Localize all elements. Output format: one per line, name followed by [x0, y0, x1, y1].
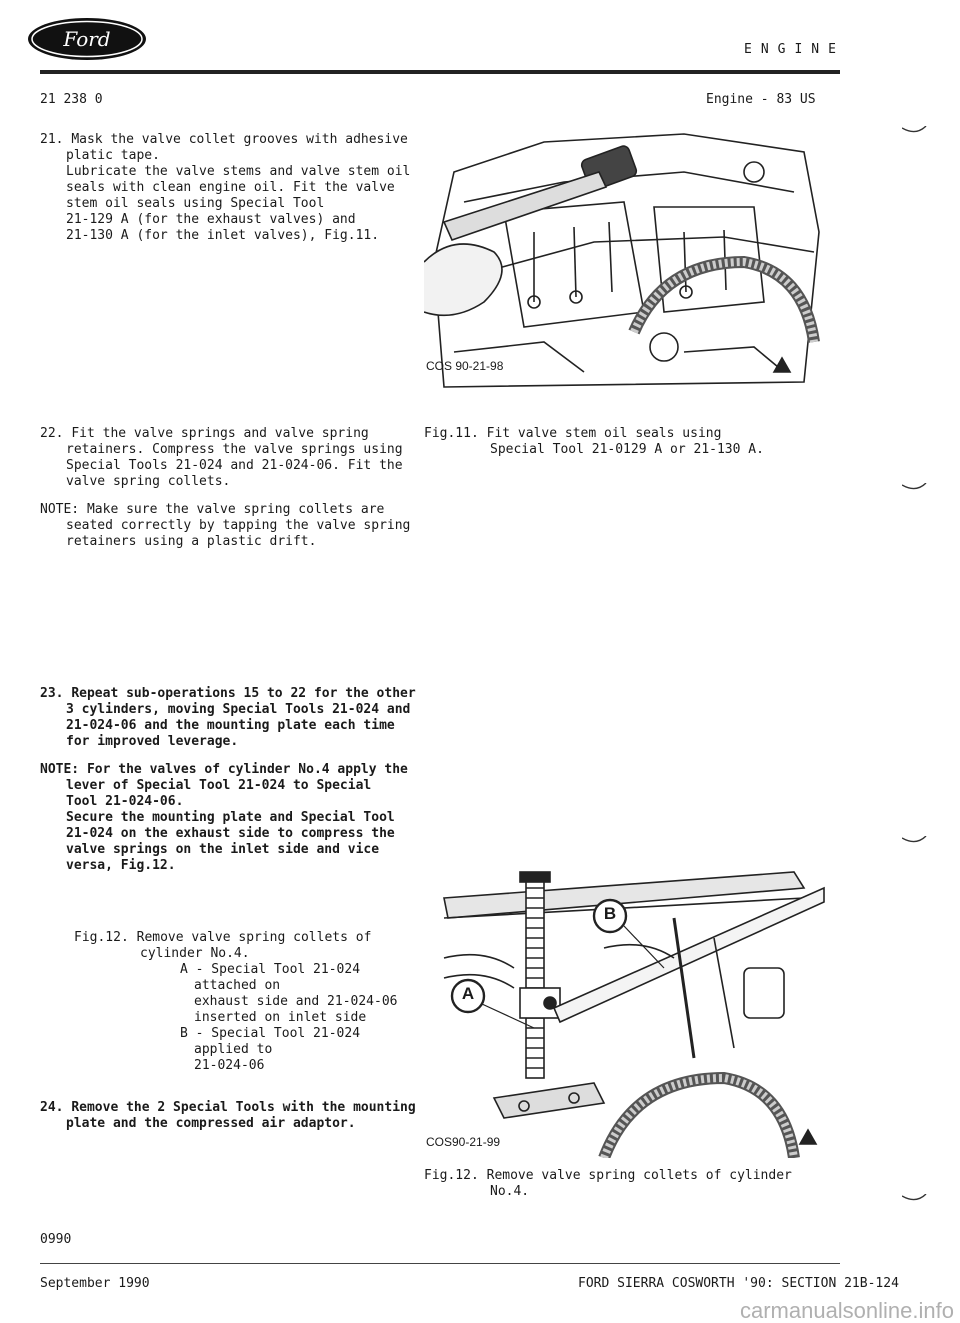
footer-title: FORD SIERRA COSWORTH '90: SECTION 21B-124 — [578, 1276, 899, 1291]
step-number: 21. — [40, 132, 64, 147]
step-21: 21. Mask the valve collet grooves with adhesive platic tape. Lubricate the valve stems and valve stem oil seals with clean engine oil. Fit the valve stem oil seals using Special Tool 21-129 A (for the exhaust valves) and 21-130 A (for the inlet valves), Fig.11. — [40, 132, 411, 243]
footer-rule — [40, 1263, 840, 1264]
section-title: ENGINE — [744, 42, 845, 57]
fig12-caption: Fig.12. Remove valve spring collets of cylinder No.4. — [424, 1168, 792, 1199]
fig11-ref: COS 90-21-98 — [426, 359, 504, 373]
margin-mark — [902, 836, 928, 846]
step-number: 24. — [40, 1100, 64, 1115]
step-number: 23. — [40, 686, 64, 701]
fig11-illustration — [424, 112, 824, 402]
logo-text: Ford — [63, 27, 111, 51]
footer-date: September 1990 — [40, 1276, 150, 1291]
step-24: 24. Remove the 2 Special Tools with the mounting plate and the compressed air adaptor. — [40, 1100, 416, 1131]
margin-mark — [902, 1194, 928, 1204]
fig11-caption: Fig.11. Fit valve stem oil seals using Special Tool 21-0129 A or 21-130 A. — [424, 426, 764, 457]
note-23: NOTE: For the valves of cylinder No.4 apply the — [40, 762, 408, 777]
engine-code: Engine - 83 US — [706, 92, 816, 107]
callout-a: A — [461, 984, 475, 1003]
step-number: 22. — [40, 426, 64, 441]
fig12-illustration — [424, 858, 830, 1158]
header-rule — [40, 70, 840, 74]
doc-code: 21 238 0 — [40, 92, 103, 107]
margin-mark — [902, 483, 928, 493]
fig12-ref: COS90-21-99 — [426, 1135, 501, 1149]
fig12-legend: Fig.12. Remove valve spring collets of cylinder No.4. A - Special Tool 21-024 attached on exhaust side and 21-024-06 inserted on inlet side B - Special Tool 21-024 applied to 21-024-06 — [74, 930, 398, 1073]
step-23: 23. Repeat sub-operations 15 to 22 for the other 3 cylinders, moving Special Tools 21-024 and 21-024-06 and the mounting plate each time for improved leverage. NOTE: For the valves of cylinder No.4 apply the lever of Special Tool 21-024 to Special Tool 21-024-06. Secure the mounting plate and Special Tool 21-024 on the exhaust side to compress the valve springs on the inlet side and vice versa, Fig.12. — [40, 686, 420, 874]
ford-logo — [26, 16, 148, 62]
revision-code: 0990 — [40, 1232, 72, 1247]
step-22: 22. Fit the valve springs and valve spring retainers. Compress the valve springs using Special Tools 21-024 and 21-024-06. Fit the valve spring collets. NOTE: Make sure the valve spring collets are seated correctly by tapping the valve spring retainers using a plastic drift. — [40, 426, 420, 550]
note-22: NOTE: Make sure the valve spring collets are — [40, 502, 385, 517]
callout-b: B — [603, 904, 617, 923]
margin-mark — [902, 126, 928, 136]
watermark: carmanualsonline.info — [739, 1298, 954, 1323]
